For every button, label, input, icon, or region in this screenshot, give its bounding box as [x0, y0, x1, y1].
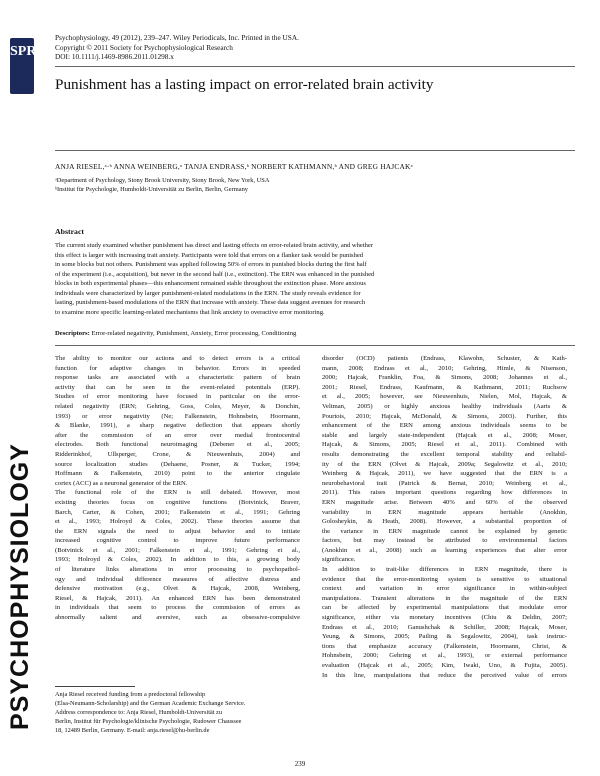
title-rule — [55, 150, 575, 151]
doi-line: DOI: 10.1111/j.1469-8986.2011.01298.x — [55, 52, 174, 61]
descriptors-text: Error-related negativity, Punishment, Anxiety, Error processing, Conditioning — [89, 330, 297, 337]
body-line: stable and largely state-independent (Hajcak et al., 2008; Moser, — [322, 431, 567, 439]
citation-line: Psychophysiology, 49 (2012), 239–247. Wiley Periodicals, Inc. Printed in the USA. — [55, 33, 299, 42]
body-line: (Botvinick et al., 2001; Falkenstein et al., 1991; Gehring et al., — [55, 546, 300, 554]
abstract-line: of the experiment (i.e., acquisition), but never in the second half (i.e., extinction). The ERN was enhanced in the punished — [55, 270, 375, 278]
affiliation-a: ᵃDepartment of Psychology, Stony Brook University, Stony Brook, New York, USA — [55, 177, 270, 184]
body-line: the variance in ERN magnitude cannot be explained by genetic — [322, 527, 567, 535]
abstract-line: in some blocks but not others. Punishment was applied following 50% of errors in punished blocks during the first half — [55, 261, 367, 268]
footnote-line: Address correspondence to: Anja Riesel, Humboldt-Universität zu — [55, 709, 223, 716]
body-line: Riesel, & Hajcak, 2011). An enhanced ERN has been demonstrated — [55, 594, 300, 602]
abstract-line: lasting, punishment-based modulations of the ERN that increase with anxiety. These data suggest avenues for research — [55, 299, 366, 306]
abstract-line: this effect is larger with increasing trait anxiety. Participants were told that errors on a flanker task would be punished — [55, 251, 364, 259]
body-line: tions that emphasize accuracy (Falkenstein, Hoormann, Christ, & — [322, 642, 567, 650]
body-line: electrodes. Both functional neuroimaging (Debener et al., 2005; — [55, 441, 300, 449]
abstract-line: blocks in both experimental phases—this enhancement remained stable throughout the extinction phase. More anxious — [55, 280, 366, 287]
body-line: ERN magnitude arise. Between 40% and 60% of the observed — [322, 498, 567, 506]
descriptors-label: Descriptors: — [55, 330, 90, 337]
body-line: cortex (ACC) as a neuronal generator of the ERN. — [55, 479, 188, 487]
abstract-line: The current study examined whether punishment has direct and lasting effects on error-related brain activity, and whether — [55, 242, 374, 249]
body-line: significance, either via monetary incentives (Chiu & Deldin, 2007; — [322, 614, 567, 622]
left-column — [55, 354, 300, 623]
logo-text: SPR — [10, 44, 37, 59]
spine-text: PSYCHOPHYSIOLOGY — [6, 443, 34, 730]
body-line: et al., 1993; Holroyd & Coles, 2002). These theories assume that — [55, 518, 300, 526]
body-line: In this line, manipulations that reduce the perceived value of errors — [322, 671, 567, 679]
body-line: evaluation (Hajcak et al., 2005; Kim, Iwaki, Uno, & Fujita, 2005). — [322, 662, 567, 669]
footnote-line: Berlin, Institut für Psychologie/klinische Psychologie, Rudower Chaussee — [55, 718, 242, 725]
body-line: Hoffmann & Falkenstein, 2010) point to the anterior cingulate — [55, 470, 300, 478]
journal-header — [55, 33, 299, 62]
abstract-line: individuals were characterized by larger punishment-related modulations in the ERN. The study reveals evidence for — [55, 289, 361, 297]
authors: ANJA RIESEL,ᵃ·ᵇ ANNA WEINBERG,ᵃ TANJA ENDRASS,ᵇ NORBERT KATHMANN,ᵇ AND GREG HAJCAKᵃ — [55, 162, 413, 171]
footnote-line: (Elsa-Neumann-Scholarship) and the German Academic Exchange Service. — [55, 700, 246, 707]
body-line: ogy and individual difference measures of affective distress and — [55, 575, 300, 583]
spine-banner — [6, 443, 34, 730]
body-line: (Anokhin et al., 2008) such as learning experiences that alter error — [322, 546, 567, 554]
body-line: neurobehavioral trait (Patrick & Bernat, 2010; Weinberg et al., — [322, 479, 567, 487]
body-line: the ERN signals the need to adjust behavior and to initiate — [55, 527, 300, 535]
body-line: manipulations. Transient alterations in the magnitude of the ERN — [322, 594, 567, 602]
body-line: can be affected by experimental manipulations that modulate error — [322, 604, 567, 612]
body-line: The functional role of the ERN is still debated. However, most — [55, 489, 300, 497]
copyright-line: Copyright © 2011 Society for Psychophysiological Research — [55, 42, 233, 52]
body-line: related negativity (ERN; Gehring, Goss, Coles, Meyer, & Donchin, — [55, 402, 300, 410]
body-line: variability in ERN magnitude appears heritable (Anokhin, — [322, 508, 567, 516]
body-line: after the commission of an error over medial frontocentral — [55, 431, 300, 439]
article-title: Punishment has a lasting impact on error-related brain activity — [55, 76, 434, 93]
body-line: source localization studies (Dehaene, Posner, & Tucker, 1994; — [55, 460, 300, 468]
header-rule — [55, 66, 575, 67]
body-line: Yeung, & Simons, 2005; Pailing & Segalowitz, 2004), task instruc- — [322, 633, 567, 641]
body-line: 1993; Holroyd & Coles, 2002). In addition to this, a growing body — [55, 556, 300, 564]
descriptors — [55, 330, 296, 337]
body-line: of literature links alterations in error processing to psychopathol- — [55, 566, 300, 574]
body-line: Studies of error monitoring have focused in particular on the error- — [55, 393, 300, 401]
body-line: Hajcak, & Simons, 2005; Riesel et al., 2011). Combined with — [322, 441, 567, 449]
body-line: increased cognitive control to improve future performance — [55, 537, 300, 545]
body-line: activity that can be seen in the event-related potentials (ERP). — [55, 383, 300, 391]
body-line: existing theories focus on cognitive functions (Botvinick, Braver, — [55, 498, 300, 506]
body-line: In addition to trait-like differences in ERN magnitude, there is — [322, 566, 567, 574]
body-line: Pourtois, 2010; Hajcak, McDonald, & Simons, 2003). Further, this — [322, 412, 567, 420]
body-line: enhancement of the ERN among anxious individuals seems to be — [322, 422, 567, 430]
body-line: Ridderinkhof, Ullsperger, Crone, & Nieuwenhuis, 2004) and — [55, 450, 300, 458]
abstract-line: to examine more specific learning-related mechanisms that link anxiety to overactive error monitoring. — [55, 308, 325, 316]
body-line: defensive motivation (e.g., Olvet & Hajcak, 2008, Weinberg, — [55, 585, 300, 593]
affiliation-b: ᵇInstitut für Psychologie, Humboldt-Universität zu Berlin, Berlin, Germany — [55, 186, 248, 193]
footnote-line: Anja Riesel received funding from a predoctoral fellowship — [55, 691, 206, 698]
body-line: Weinberg & Hajcak, 2011), we have suggested that the ERN is a — [322, 470, 567, 478]
body-line: Golosheykin, & Heath, 2008). However, a substantial proportion of — [322, 518, 567, 526]
body-line: The ability to monitor our actions and to detect errors is a critical — [55, 355, 300, 362]
page-number: 239 — [294, 760, 306, 768]
right-column — [322, 354, 567, 680]
body-line: significance. — [322, 556, 356, 564]
body-line: evidence that the error-monitoring system is sensitive to situational — [322, 575, 567, 583]
body-line: results demonstrating the excellent temporal stability and reliabil- — [322, 450, 567, 458]
affiliations — [55, 176, 269, 194]
body-line: factors, but may instead be attributed to environmental factors — [322, 537, 567, 545]
body-line: function for adaptive changes in behavior. Errors in speeded — [55, 364, 300, 372]
journal-logo — [10, 38, 37, 94]
footnote-rule — [55, 686, 135, 687]
abstract-rule — [55, 345, 575, 346]
body-line: Endrass et al., 2010; Ganushchak & Schiller, 2008; Hajcak, Moser, — [322, 623, 567, 631]
body-line: 2001; Riesel, Endrass, Kaufmann, & Kathmann, 2011; Ruchsow — [322, 383, 567, 391]
footnote — [55, 690, 300, 735]
body-line: et al., 2005; however, see Nieuwenhuis, Nielen, Mol, Hajcak, & — [322, 393, 567, 401]
body-line: disorder (OCD) patients (Endrass, Klawohn, Schuster, & Kath- — [322, 355, 567, 362]
body-line: in individuals that seem to process the commission of errors as — [55, 604, 300, 612]
body-line: & Blanke, 1991), a sharp negative deflection that appears shortly — [55, 422, 300, 430]
body-line: context and variation in error significance in within-subject — [322, 585, 567, 593]
body-line: ity of the ERN (Olvet & Hajcak, 2009a; Segalowitz et al., 2010; — [322, 460, 567, 468]
body-line: Veltman, 2005) or highly anxious healthy individuals (Aarts & — [322, 402, 567, 410]
body-line: Hohnsbein, 2000; Gehring et al., 1993), or external performance — [322, 652, 567, 660]
body-line: 2000; Hajcak, Franklin, Foa, & Simons, 2008; Johannes et al., — [322, 374, 567, 382]
abstract-heading: Abstract — [55, 227, 85, 236]
body-line: 2011). This raises important questions regarding how differences in — [322, 489, 567, 497]
body-line: response tasks are associated with a characteristic pattern of brain — [55, 374, 300, 382]
body-line: Barch, Carter, & Cohen, 2001; Falkenstein et al., 1991; Gehring — [55, 508, 300, 516]
body-line: abnormally salient and aversive, such as obsessive-compulsive — [55, 614, 300, 622]
abstract-body — [55, 241, 575, 317]
body-line: 1993) or error negativity (Ne; Falkenstein, Hohnsbein, Hoormann, — [55, 412, 300, 420]
footnote-line: 18, 12489 Berlin, Germany. E-mail: anja.riesel@hu-berlin.de — [55, 727, 210, 734]
body-line: mann, 2008; Endrass et al., 2010; Gehring, Himle, & Nisenson, — [322, 364, 567, 372]
